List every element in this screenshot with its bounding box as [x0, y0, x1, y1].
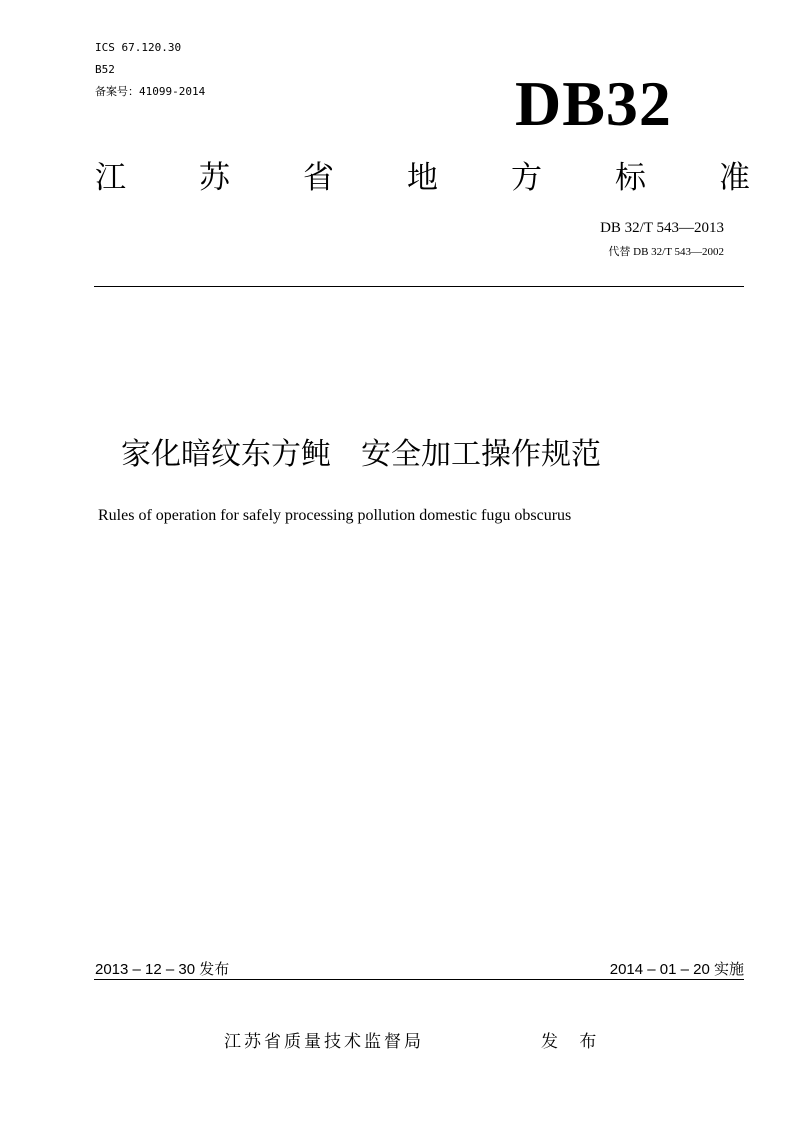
footer-divider — [94, 979, 744, 980]
document-title-chinese: 家化暗纹东方鲀 安全加工操作规范 — [121, 437, 601, 472]
db32-logo: DB32 — [515, 68, 672, 139]
standard-type-char: 地 — [407, 160, 438, 196]
standard-type-char: 标 — [615, 160, 646, 196]
standard-number: DB 32/T 543—2013 — [600, 220, 724, 236]
record-number: 备案号：41099-2014 — [95, 85, 206, 98]
ics-code: ICS 67.120.30 — [95, 41, 182, 54]
publish-label: 发 布 — [541, 1032, 605, 1052]
standard-type-heading — [95, 158, 750, 198]
standard-type-char: 省 — [303, 160, 334, 196]
implementation-date: 2014 – 01 – 20 实施 — [609, 961, 744, 978]
header-divider — [94, 286, 744, 287]
replaces-standard: 代替 DB 32/T 543—2002 — [608, 246, 724, 258]
standard-type-char: 方 — [511, 160, 542, 196]
standard-type-char: 准 — [719, 160, 750, 196]
document-title-english: Rules of operation for safely processing pollution domestic fugu obscurus — [98, 507, 572, 524]
publisher-name: 江苏省质量技术监督局 — [224, 1032, 424, 1052]
standard-type-char: 江 — [95, 160, 126, 196]
classification-code: B52 — [95, 63, 115, 76]
issue-date: 2013 – 12 – 30 发布 — [95, 961, 230, 978]
standard-type-char: 苏 — [199, 160, 230, 196]
